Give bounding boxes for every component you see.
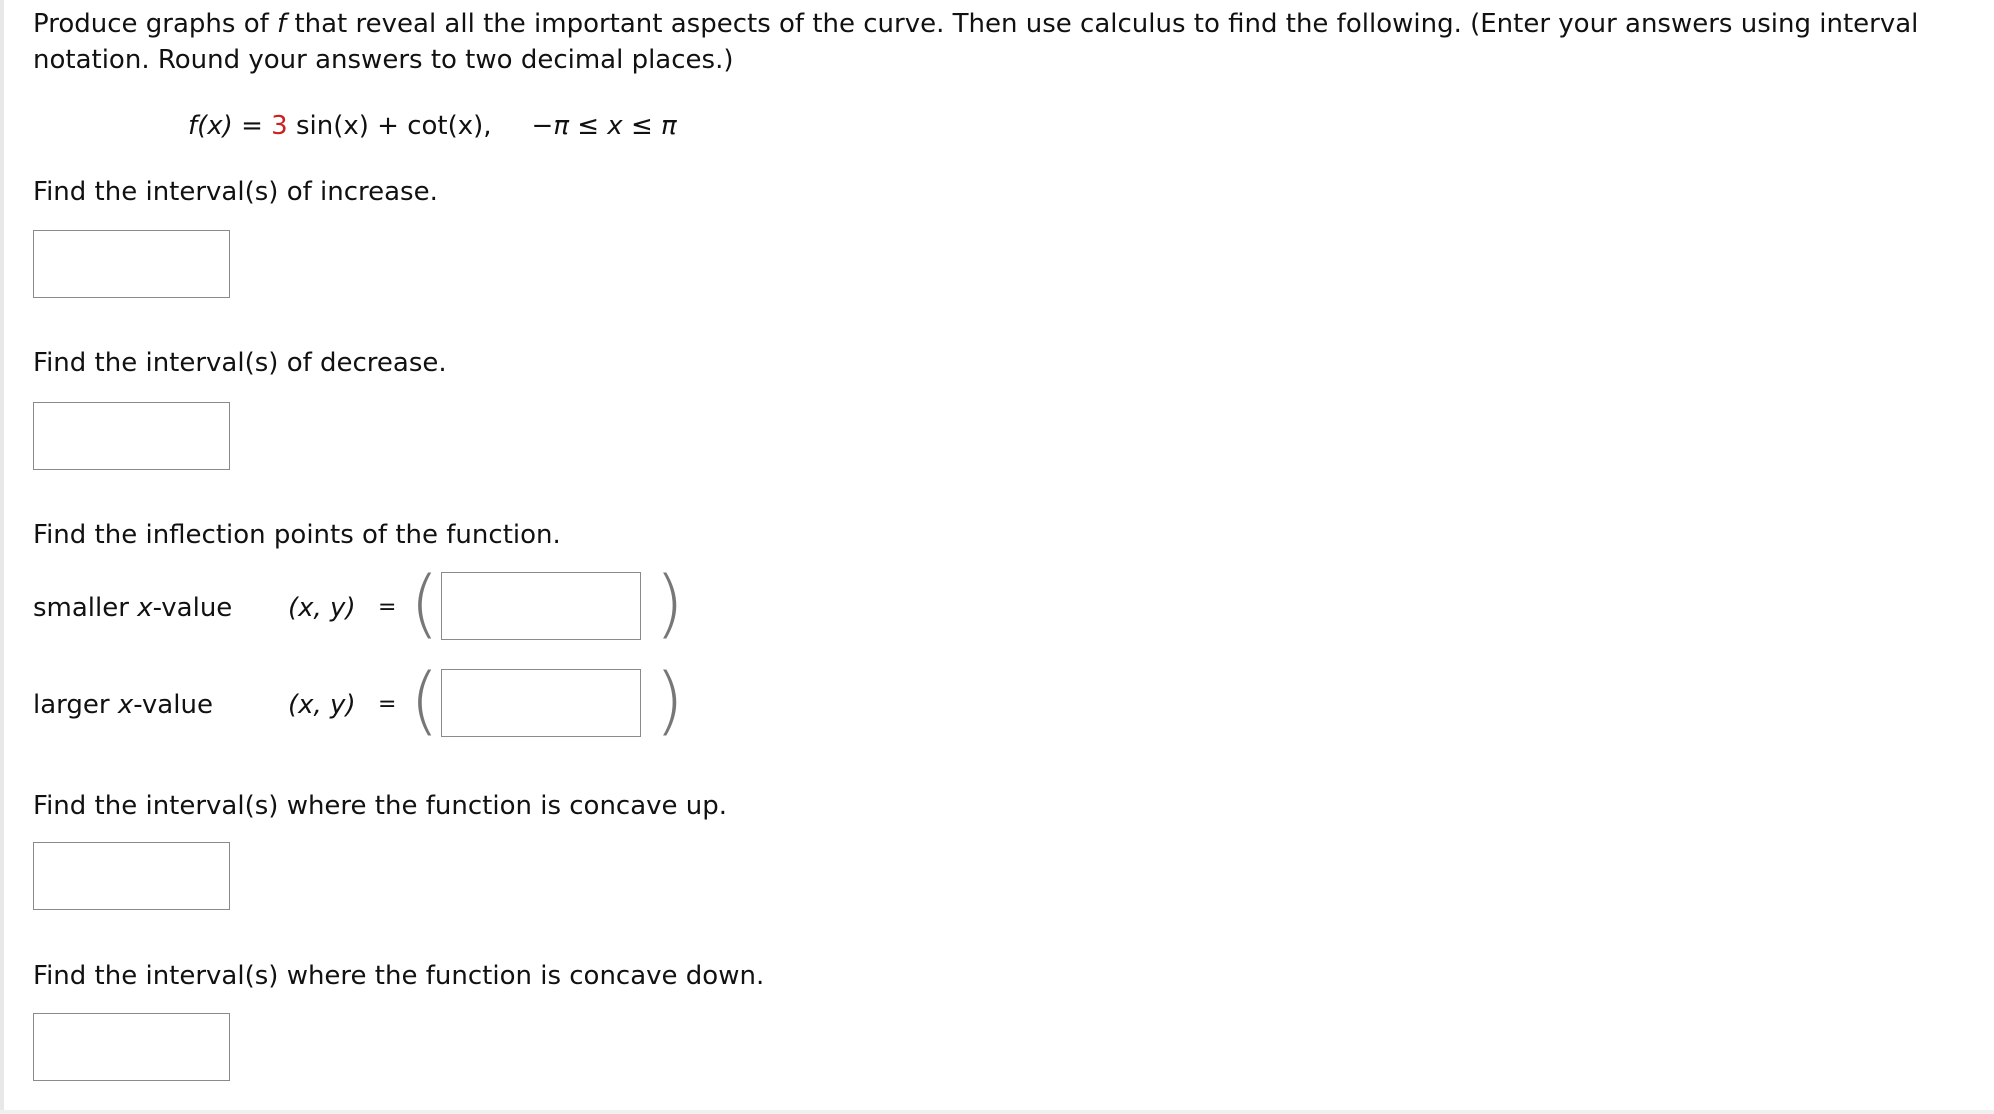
larger-open-paren-icon: ( — [410, 658, 439, 744]
smaller-eq-sign: = — [378, 595, 397, 620]
domain-text: −π ≤ x ≤ π — [531, 111, 677, 141]
larger-eq-sign: = — [378, 692, 397, 717]
concave-up-label: Find the interval(s) where the function is concave up. — [33, 791, 728, 821]
larger-x-label: larger x-value — [33, 690, 213, 720]
larger-point-input[interactable] — [441, 669, 641, 737]
function-formula: f(x) = 3 sin(x) + cot(x), −π ≤ x ≤ π — [188, 111, 677, 141]
smaller-open-paren-icon: ( — [410, 561, 439, 647]
increase-input[interactable] — [33, 230, 230, 298]
concave-down-label: Find the interval(s) where the function is concave down. — [33, 961, 765, 991]
bottom-border — [0, 1110, 1994, 1114]
concave-down-input[interactable] — [33, 1013, 230, 1081]
increase-label: Find the interval(s) of increase. — [33, 177, 438, 207]
coefficient: 3 — [271, 111, 288, 141]
larger-close-paren-icon: ) — [655, 658, 684, 744]
smaller-xy-label: (x, y) — [288, 593, 356, 623]
decrease-label: Find the interval(s) of decrease. — [33, 348, 447, 378]
smaller-x-label: smaller x-value — [33, 593, 233, 623]
concave-up-input[interactable] — [33, 842, 230, 910]
inflection-label: Find the inflection points of the function. — [33, 520, 561, 550]
smaller-point-input[interactable] — [441, 572, 641, 640]
question-intro: Produce graphs of f that reveal all the important aspects of the curve. Then use calculus to find the following. (Enter your answers using interval notation. Round your answers to two decimal places.) — [33, 9, 1919, 75]
decrease-input[interactable] — [33, 402, 230, 470]
left-border — [0, 0, 4, 1114]
smaller-close-paren-icon: ) — [655, 561, 684, 647]
larger-xy-label: (x, y) — [288, 690, 356, 720]
